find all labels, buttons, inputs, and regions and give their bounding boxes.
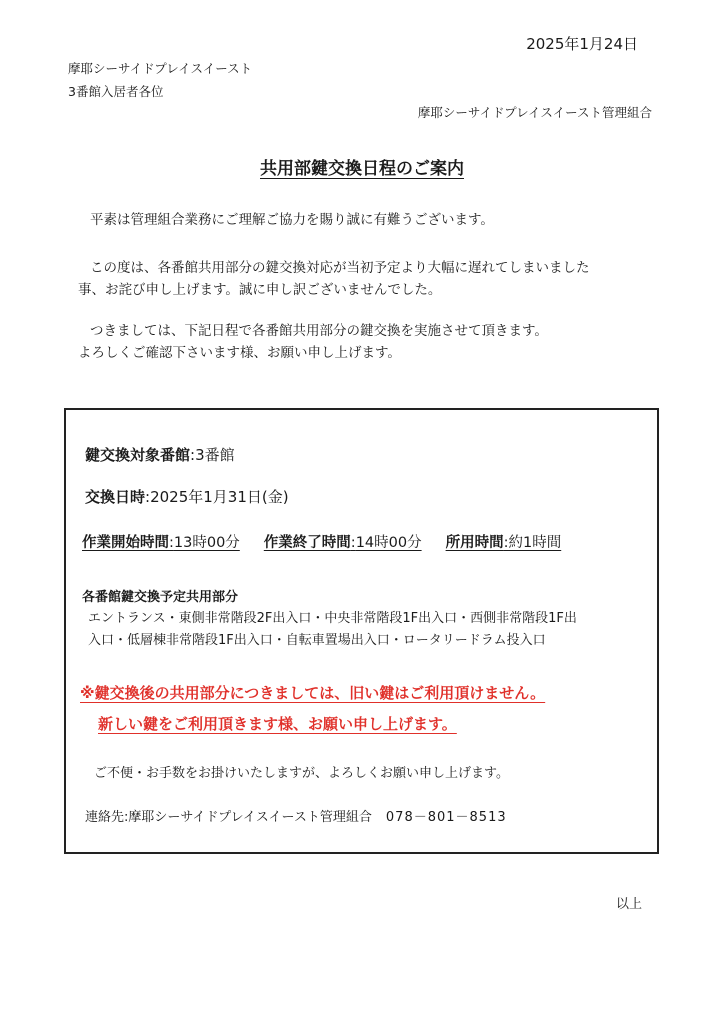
contact-org: 摩耶シーサイドプレイスイースト管理組合 [128,810,372,825]
exchange-date-row: 交換日時:2025年1月31日(金) [85,488,289,506]
paragraph-3-line-1: つきましては、下記日程で各番館共用部分の鍵交換を実施させて頂きます。 [90,323,548,339]
start-time: 作業開始時間:13時00分 [82,535,240,551]
target-building-value: 3番館 [195,446,235,464]
document-title [0,154,724,179]
contact-label: 連絡先 [85,810,125,825]
duration-label: 所用時間 [445,535,504,551]
parts-line-2: 入口・低層棟非常階段1F出入口・自転車置場出入口・ロータリードラム投入口 [88,633,546,648]
exchange-date-value: 2025年1月31日(金) [150,488,289,506]
warning-line-1: ※鍵交換後の共用部分につきましては、旧い鍵はご利用頂けません。 [80,684,546,702]
paragraph-2 [78,257,590,301]
time-row [82,531,561,552]
apology-text: ご不便・お手数をお掛けいたしますが、よろしくお願い申し上げます。 [94,766,509,781]
duration: 所用時間:約1時間 [445,535,562,551]
document-date: 2025年1月24日 [526,35,638,53]
recipient-line-2: 3番館入居者各位 [68,84,164,99]
paragraph-2-line-1: この度は、各番館共用部分の鍵交換対応が当初予定より大幅に遅れてしまいました [90,260,590,276]
exchange-date-label: 交換日時 [85,488,146,506]
parts-list [88,608,577,652]
contact-row: 連絡先:摩耶シーサイドプレイスイースト管理組合 078－801－8513 [85,810,507,825]
end-time: 作業終了時間:14時00分 [263,535,422,551]
sender: 摩耶シーサイドプレイスイースト管理組合 [417,105,652,120]
closing-text: 以上 [615,897,642,912]
target-building-label: 鍵交換対象番館 [85,446,191,464]
contact-tel: 078－801－8513 [385,810,507,825]
paragraph-3-line-2: よろしくご確認下さいます様、お願い申し上げます。 [78,345,401,361]
start-time-label: 作業開始時間 [82,535,169,551]
target-building-row: 鍵交換対象番館:3番館 [85,446,235,464]
duration-value: 約1時間 [508,535,562,551]
paragraph-3 [78,320,548,364]
end-time-label: 作業終了時間 [263,535,351,551]
paragraph-1-text: 平素は管理組合業務にご理解ご協力を賜り誠に有難うございます。 [90,212,494,228]
recipient-line-1: 摩耶シーサイドプレイスイースト [68,61,253,76]
schedule-box [64,408,659,854]
parts-heading: 各番館鍵交換予定共用部分 [82,590,239,605]
paragraph-2-line-2: 事、お詫び申し上げます。誠に申し訳ございませんでした。 [78,282,442,298]
paragraph-1 [78,209,494,231]
document-title-text: 共用部鍵交換日程のご案内 [260,159,464,179]
parts-line-1: エントランス・東側非常階段2F出入口・中央非常階段1F出入口・西側非常階段1F出 [88,611,577,626]
start-time-value: 13時00分 [173,535,240,551]
end-time-value: 14時00分 [355,535,422,551]
warning-line-2: 新しい鍵をご利用頂きます様、お願い申し上げます。 [98,715,457,733]
